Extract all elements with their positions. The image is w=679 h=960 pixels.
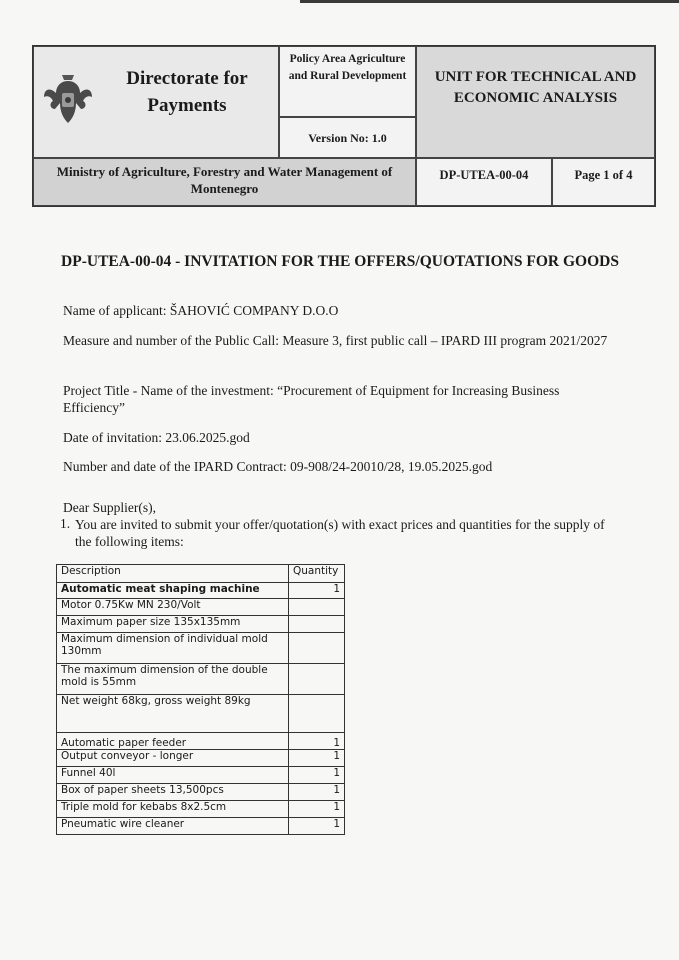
item-description: The maximum dimension of the double mold is 55mm: [57, 664, 289, 695]
header-quantity: Quantity: [289, 565, 345, 583]
item-quantity: 1: [289, 784, 345, 801]
directorate-title: Directorate for Payments: [126, 68, 248, 116]
item-quantity: 1: [289, 801, 345, 818]
item-description: Motor 0.75Kw MN 230/Volt: [57, 599, 289, 616]
item-description: Pneumatic wire cleaner: [57, 818, 289, 835]
header-description: Description: [57, 565, 289, 583]
ministry-cell: Ministry of Agriculture, Forestry and Water Management of Montenegro: [33, 158, 416, 206]
project-line: Project Title - Name of the investment: “Procurement of Equipment for Increasing Business Efficiency”: [63, 383, 560, 415]
item-description: Automatic paper feeder: [57, 733, 289, 750]
table-row: [57, 801, 345, 818]
scan-top-edge: [300, 0, 679, 3]
directorate-cell: [33, 46, 279, 158]
table-row: [57, 664, 345, 695]
item-quantity: 1: [289, 818, 345, 835]
page-number-cell: Page 1 of 4: [552, 158, 655, 206]
item-quantity: [289, 664, 345, 695]
table-row: [57, 767, 345, 784]
table-row: [57, 784, 345, 801]
table-row: [57, 599, 345, 616]
greeting: Dear Supplier(s),: [63, 500, 156, 515]
table-row: [57, 733, 345, 750]
item-description: Maximum paper size 135x135mm: [57, 616, 289, 633]
table-row: [57, 633, 345, 664]
table-row: [57, 750, 345, 767]
item-quantity: [289, 616, 345, 633]
document-header: [32, 45, 656, 207]
item-quantity: [289, 599, 345, 616]
table-header-row: [57, 565, 345, 583]
policy-area-cell: Policy Area Agriculture and Rural Development: [279, 46, 416, 117]
item-description: Triple mold for kebabs 8x2.5cm: [57, 801, 289, 818]
doc-code-cell: DP-UTEA-00-04: [416, 158, 552, 206]
unit-cell: UNIT FOR TECHNICAL AND ECONOMIC ANALYSIS: [416, 46, 655, 158]
item-description: Output conveyor - longer: [57, 750, 289, 767]
table-row: [57, 818, 345, 835]
list-item-text: You are invited to submit your offer/quotation(s) with exact prices and quantities for the supply of the following items:: [75, 517, 605, 549]
montenegro-coat-of-arms-icon: [42, 69, 94, 125]
item-quantity: 1: [289, 767, 345, 784]
item-description: Maximum dimension of individual mold 130mm: [57, 633, 289, 664]
item-description: Net weight 68kg, gross weight 89kg: [57, 695, 289, 733]
date-line: Date of invitation: 23.06.2025.god: [63, 430, 250, 445]
applicant-line: Name of applicant: ŠAHOVIĆ COMPANY D.O.O: [63, 303, 339, 318]
items-table: [56, 564, 345, 835]
item-quantity: [289, 695, 345, 733]
document-title: DP-UTEA-00-04 - INVITATION FOR THE OFFERS/QUOTATIONS FOR GOODS: [61, 253, 619, 270]
item-quantity: [289, 633, 345, 664]
table-row: [57, 583, 345, 599]
contract-line: Number and date of the IPARD Contract: 09-908/24-20010/28, 19.05.2025.god: [63, 459, 493, 474]
item-quantity: 1: [289, 583, 345, 599]
item-quantity: 1: [289, 733, 345, 750]
measure-line: Measure and number of the Public Call: Measure 3, first public call – IPARD III program 2021/2027: [63, 333, 608, 348]
item-description: Box of paper sheets 13,500pcs: [57, 784, 289, 801]
item-description: Funnel 40l: [57, 767, 289, 784]
item-quantity: 1: [289, 750, 345, 767]
item-description: Automatic meat shaping machine: [57, 583, 289, 599]
table-row: [57, 695, 345, 733]
table-row: [57, 616, 345, 633]
list-number: 1.: [60, 516, 71, 531]
version-cell: Version No: 1.0: [279, 117, 416, 158]
